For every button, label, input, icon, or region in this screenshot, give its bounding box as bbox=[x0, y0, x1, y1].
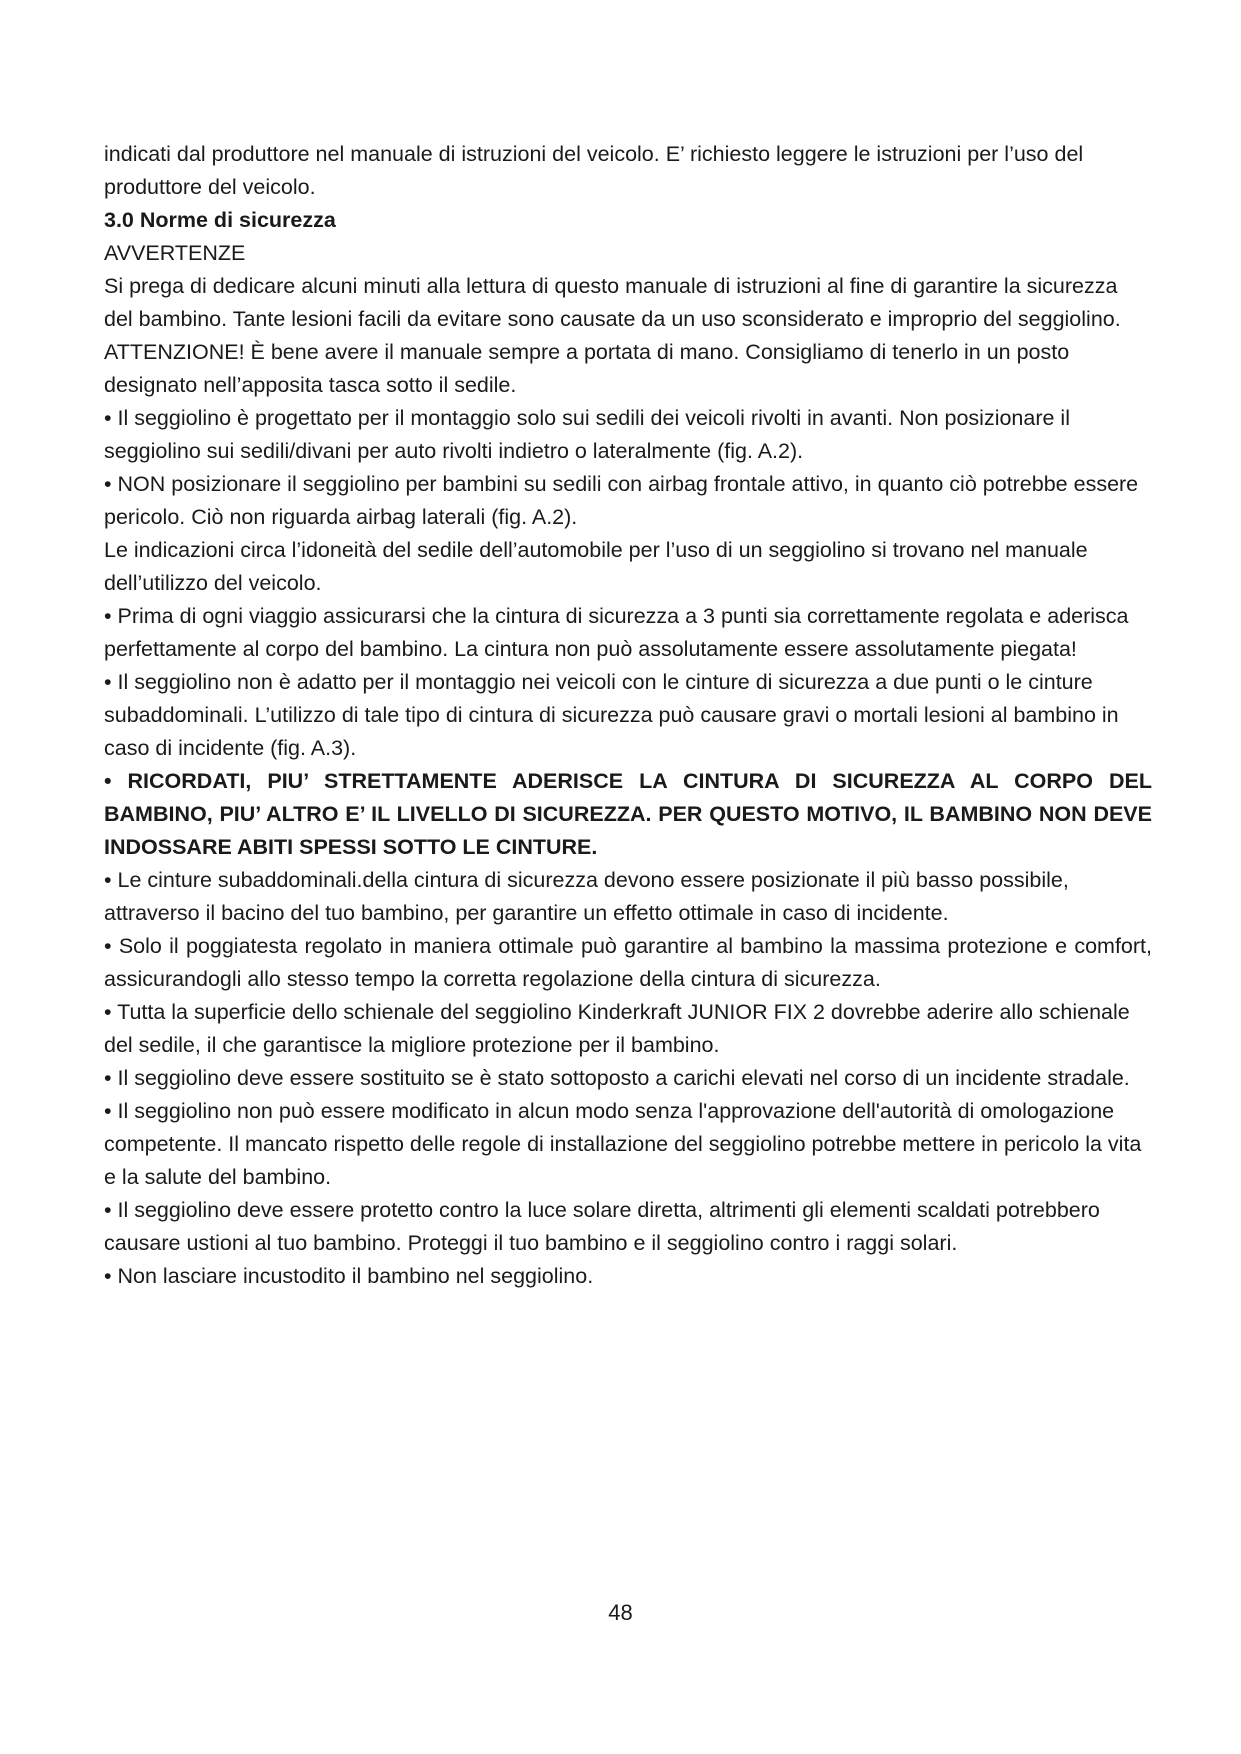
bullet-do-not-leave-unattended: • Non lasciare incustodito il bambino nel seggiolino. bbox=[104, 1264, 594, 1288]
bullet-forward-facing: • Il seggiolino è progettato per il montaggio solo sui sedili dei veicoli rivolti in avanti. Non posizionare il seggiolino sui sedili/divani per auto rivolti indietro o lateralmente (fig. A.2). bbox=[104, 406, 1070, 463]
warning-label: AVVERTENZE bbox=[104, 241, 246, 265]
bullet-replace-after-accident: • Il seggiolino deve essere sostituito se è stato sottoposto a carichi elevati nel corso di un incidente stradale. bbox=[104, 1066, 1130, 1090]
bullet-headrest: • Solo il poggiatesta regolato in maniera ottimale può garantire al bambino la massima protezione e comfort, assicurandogli allo stesso tempo la corretta regolazione della cintura di sicurezza. bbox=[104, 934, 1152, 991]
paragraph-attention: ATTENZIONE! È bene avere il manuale sempre a portata di mano. Consigliamo di tenerlo in un posto designato nell’apposita tasca sotto il sedile. bbox=[104, 340, 1070, 397]
intro-paragraph: indicati dal produttore nel manuale di istruzioni del veicolo. E’ richiesto leggere le istruzioni per l’uso del produttore del veicolo. bbox=[104, 142, 1084, 199]
bullet-two-point-belts: • Il seggiolino non è adatto per il montaggio nei veicoli con le cinture di sicurezza a due punti o le cinture subaddominali. L’utilizzo di tale tipo di cintura di sicurezza può causare gravi o mortali lesioni al bambino in caso di incidente (fig. A.3). bbox=[104, 670, 1119, 760]
section-title: 3.0 Norme di sicurezza bbox=[104, 208, 336, 232]
paragraph-reading-advice: Si prega di dedicare alcuni minuti alla lettura di questo manuale di istruzioni al fine di garantire la sicurezza del bambino. Tante lesioni facili da evitare sono causate da un uso sconsiderato e improprio del seggiolino. bbox=[104, 274, 1121, 331]
bullet-lap-belts: • Le cinture subaddominali.della cintura di sicurezza devono essere posizionate il più basso possibile, attraverso il bacino del tuo bambino, per garantire un effetto ottimale in caso di incidente. bbox=[104, 868, 1069, 925]
bullet-belt-check: • Prima di ogni viaggio assicurarsi che la cintura di sicurezza a 3 punti sia correttamente regolata e aderisca perfettamente al corpo del bambino. La cintura non può assolutamente essere assolutamente piegata! bbox=[104, 604, 1129, 661]
bullet-sunlight: • Il seggiolino deve essere protetto contro la luce solare diretta, altrimenti gli elementi scaldati potrebbero causare ustioni al tuo bambino. Proteggi il tuo bambino e il seggiolino contro i raggi solari. bbox=[104, 1198, 1100, 1255]
bullet-no-modifications: • Il seggiolino non può essere modificato in alcun modo senza l'approvazione dell'autorità di omologazione competente. Il mancato rispetto delle regole di installazione del seggiolino potrebbe mettere in pericolo la vita e la salute del bambino. bbox=[104, 1099, 1142, 1189]
paragraph-vehicle-suitability: Le indicazioni circa l’idoneità del sedile dell’automobile per l’uso di un seggiolino si trovano nel manuale dell’utilizzo del veicolo. bbox=[104, 538, 1088, 595]
manual-page-body bbox=[104, 138, 1152, 1293]
bullet-warning-capitals: • RICORDATI, PIU’ STRETTAMENTE ADERISCE LA CINTURA DI SICUREZZA AL CORPO DEL BAMBINO, PIU’ ALTRO E’ IL LIVELLO DI SICUREZZA. PER QUESTO MOTIVO, IL BAMBINO NON DEVE INDOSSARE ABITI SPESSI SOTTO LE CINTURE. bbox=[104, 769, 1152, 859]
bullet-backrest: • Tutta la superficie dello schienale del seggiolino Kinderkraft JUNIOR FIX 2 dovrebbe aderire allo schienale del sedile, il che garantisce la migliore protezione per il bambino. bbox=[104, 1000, 1130, 1057]
bullet-airbag: • NON posizionare il seggiolino per bambini su sedili con airbag frontale attivo, in quanto ciò potrebbe essere pericolo. Ciò non riguarda airbag laterali (fig. A.2). bbox=[104, 472, 1139, 529]
page-number: 48 bbox=[608, 1600, 633, 1625]
